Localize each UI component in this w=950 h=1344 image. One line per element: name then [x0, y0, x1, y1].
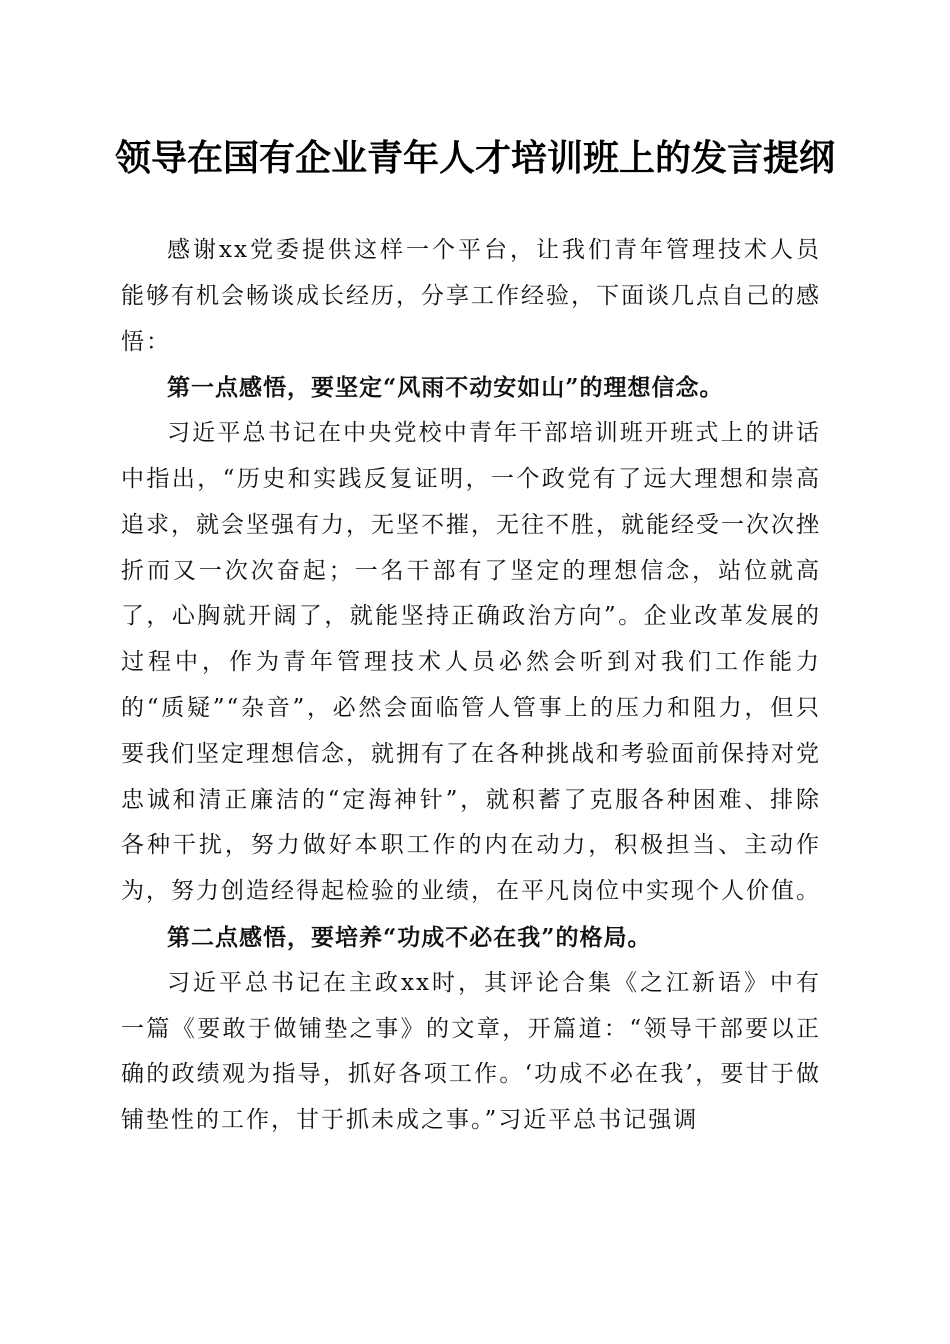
- paragraph-section-2: 习近平总书记在主政xx时，其评论合集《之江新语》中有一篇《要敢于做铺垫之事》的文章，开篇道：“领导干部要以正确的政绩观为指导，抓好各项工作。‘功成不必在我’，要甘于做铺垫性的工作，甘于抓未成之事。”习近平总书记强调: [121, 969, 821, 1134]
- document-title: 领导在国有企业青年人才培训班上的发言提纲: [114, 137, 835, 179]
- paragraph-intro: 感谢xx党委提供这样一个平台，让我们青年管理技术人员能够有机会畅谈成长经历，分享工作经验，下面谈几点自己的感悟：: [121, 237, 821, 355]
- section-heading-2: 第二点感悟，要培养“功成不必在我”的格局。: [167, 923, 652, 951]
- section-heading-1: 第一点感悟，要坚定“风雨不动安如山”的理想信念。: [167, 374, 724, 402]
- paragraph-section-1: 习近平总书记在中央党校中青年干部培训班开班式上的讲话中指出，“历史和实践反复证明，一个政党有了远大理想和崇高追求，就会坚强有力，无坚不摧，无往不胜，就能经受一次次挫折而又一次次奋起；一名干部有了坚定的理想信念，站位就高了，心胸就开阔了，就能坚持正确政治方向”。企业改革发展的过程中，作为青年管理技术人员必然会听到对我们工作能力的“质疑”“杂音”，必然会面临管人管事上的压力和阻力，但只要我们坚定理想信念，就拥有了在各种挑战和考验面前保持对党忠诚和清正廉洁的“定海神针”，就积蓄了克服各种困难、排除各种干扰，努力做好本职工作的内在动力，积极担当、主动作为，努力创造经得起检验的业绩，在平凡岗位中实现个人价值。: [121, 420, 821, 905]
- document-body: [121, 228, 821, 1144]
